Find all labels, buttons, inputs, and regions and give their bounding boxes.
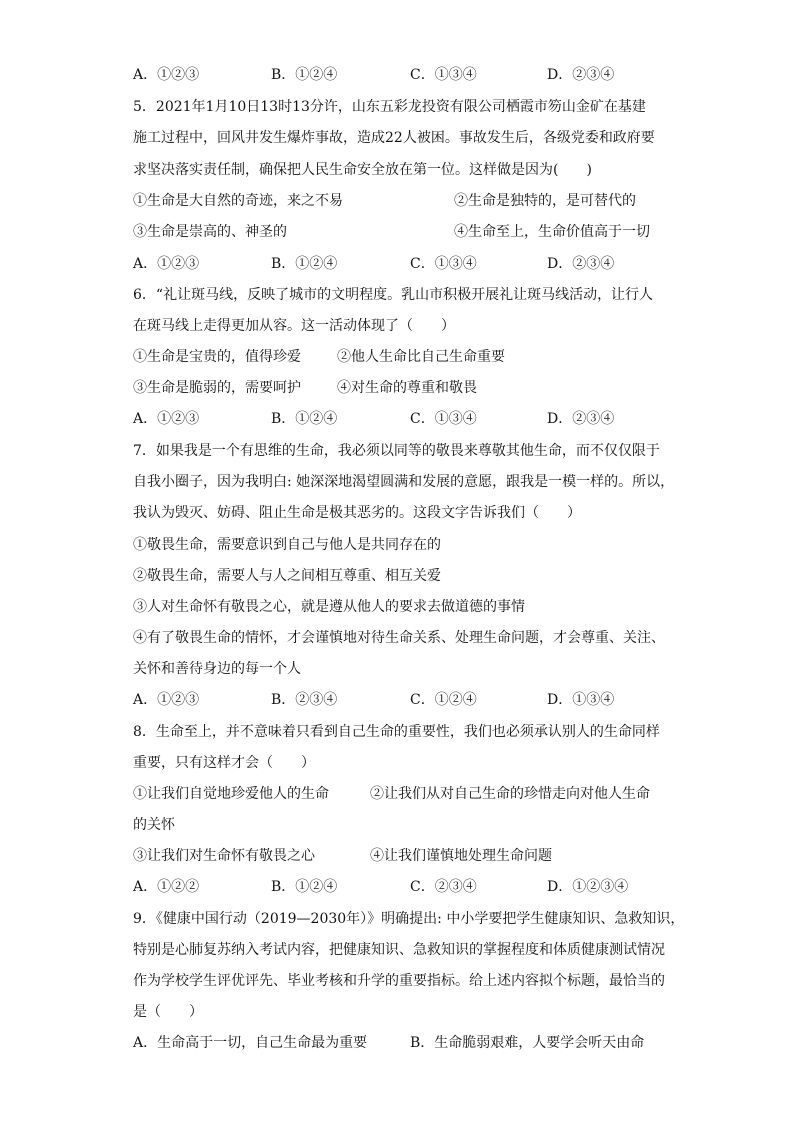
q7-option-a: A．①②③ xyxy=(133,692,200,708)
q6-statement-3: ③生命是脆弱的，需要呵护 xyxy=(133,380,301,396)
q8-option-c: C．②③④ xyxy=(410,879,477,895)
q9-option-a: A．生命高于一切，自己生命最为重要 xyxy=(133,1035,368,1051)
q8-statement-2-cont: 的关怀 xyxy=(133,817,175,833)
q9-option-b: B．生命脆弱艰难，人要学会听天由命 xyxy=(410,1035,645,1051)
q4-option-c: C．①③④ xyxy=(410,67,477,83)
q8-statement-1: ①让我们自觉地珍爱他人的生命 xyxy=(133,786,329,802)
q5-option-b: B．①②④ xyxy=(271,256,338,272)
q8-stem-line-1: 8．生命至上，并不意味着只看到自己生命的重要性，我们也必须承认别人的生命同样 xyxy=(133,724,660,740)
q5-stem-line-1: 5．2021年1月10日13时13分许，山东五彩龙投资有限公司栖霞市笏山金矿在基建 xyxy=(133,99,646,115)
q7-stem-line-2: 自我小圈子，因为我明白: 她深深地渴望圆满和发展的意愿，跟我是一模一样的。所以， xyxy=(133,474,675,490)
q6-option-d: D．②③④ xyxy=(547,411,615,427)
q4-option-b: B．①②④ xyxy=(271,67,338,83)
q8-option-a: A．①②② xyxy=(133,879,200,895)
q7-statement-1: ①敬畏生命，需要意识到自己与他人是共同存在的 xyxy=(133,537,441,553)
q4-option-d: D．②③④ xyxy=(547,67,615,83)
q7-options xyxy=(133,690,693,710)
q8-statement-2: ②让我们从对自己生命的珍惜走向对他人生命 xyxy=(370,786,650,802)
q8-option-b: B．①②④ xyxy=(271,879,338,895)
q7-statement-3: ③人对生命怀有敬畏之心，就是遵从他人的要求去做道德的事情 xyxy=(133,599,525,615)
q8-statement-4: ④让我们谨慎地处理生命问题 xyxy=(370,848,552,864)
q4-options xyxy=(133,65,693,85)
q6-option-c: C．①③④ xyxy=(410,411,477,427)
q6-option-a: A．①②③ xyxy=(133,411,200,427)
q6-stem-line-2: 在斑马线上走得更加从容。这一活动体现了（ ） xyxy=(133,318,455,334)
q7-option-d: D．①③④ xyxy=(547,692,615,708)
q5-option-d: D．②③④ xyxy=(547,256,615,272)
q6-options xyxy=(133,409,693,429)
q5-stem-line-2: 施工过程中，回风井发生爆炸事故，造成22人被困。事故发生后，各级党委和政府要 xyxy=(133,130,655,146)
q5-statement-3: ③生命是崇高的、神圣的 xyxy=(133,224,287,240)
q6-option-b: B．①②④ xyxy=(271,411,338,427)
q7-stem-line-3: 我认为毁灭、妨碍、阻止生命是极其恶劣的。这段文字告诉我们（ ） xyxy=(133,505,581,521)
q8-options xyxy=(133,877,693,897)
q8-stem-line-2: 重要，只有这样才会（ ） xyxy=(133,755,315,771)
q5-options xyxy=(133,254,693,274)
q7-statement-2: ②敬畏生命，需要人与人之间相互尊重、相互关爱 xyxy=(133,568,441,584)
q5-statement-4: ④生命至上，生命价值高于一切 xyxy=(454,224,650,240)
q4-option-a: A．①②③ xyxy=(133,67,200,83)
q5-statement-1: ①生命是大自然的奇迹，来之不易 xyxy=(133,193,343,209)
q6-stem-line-1: 6．“礼让斑马线，反映了城市的文明程度。乳山市积极开展礼让斑马线活动，让行人 xyxy=(133,287,654,303)
q9-stem-line-3: 作为学校学生评优评先、毕业考核和升学的重要指标。给上述内容拟个标题，最恰当的 xyxy=(133,973,665,989)
q6-statement-4: ④对生命的尊重和敬畏 xyxy=(337,380,477,396)
q6-statement-2: ②他人生命比自己生命重要 xyxy=(337,349,505,365)
q5-stem-line-3: 求坚决落实责任制，确保把人民生命安全放在第一位。这样做是因为( ) xyxy=(133,162,592,178)
q7-stem-line-1: 7．如果我是一个有思维的生命，我必须以同等的敬畏来尊敬其他生命，而不仅仅限于 xyxy=(133,443,660,459)
q9-stem-line-1: 9．《健康中国行动（2019—2030年）》明确提出: 中小学要把学生健康知识、急救知识， xyxy=(133,911,685,927)
q7-statement-4: ④有了敬畏生命的情怀，才会谨慎地对待生命关系、处理生命问题，才会尊重、关注、 xyxy=(133,630,665,646)
q8-option-d: D．①②③④ xyxy=(547,879,629,895)
q9-stem-line-4: 是（ ） xyxy=(133,1004,203,1020)
q9-stem-line-2: 特别是心肺复苏纳入考试内容，把健康知识、急救知识的掌握程度和体质健康测试情况 xyxy=(133,942,665,958)
q6-statement-1: ①生命是宝贵的，值得珍爱 xyxy=(133,349,301,365)
q5-statement-2: ②生命是独特的，是可替代的 xyxy=(454,193,636,209)
q7-option-c: C．①②④ xyxy=(410,692,477,708)
q8-statement-3: ③让我们对生命怀有敬畏之心 xyxy=(133,848,315,864)
q7-option-b: B．②③④ xyxy=(271,692,338,708)
q5-option-a: A．①②③ xyxy=(133,256,200,272)
q7-statement-4-cont: 关怀和善待身边的每一个人 xyxy=(133,661,301,677)
q5-option-c: C．①③④ xyxy=(410,256,477,272)
